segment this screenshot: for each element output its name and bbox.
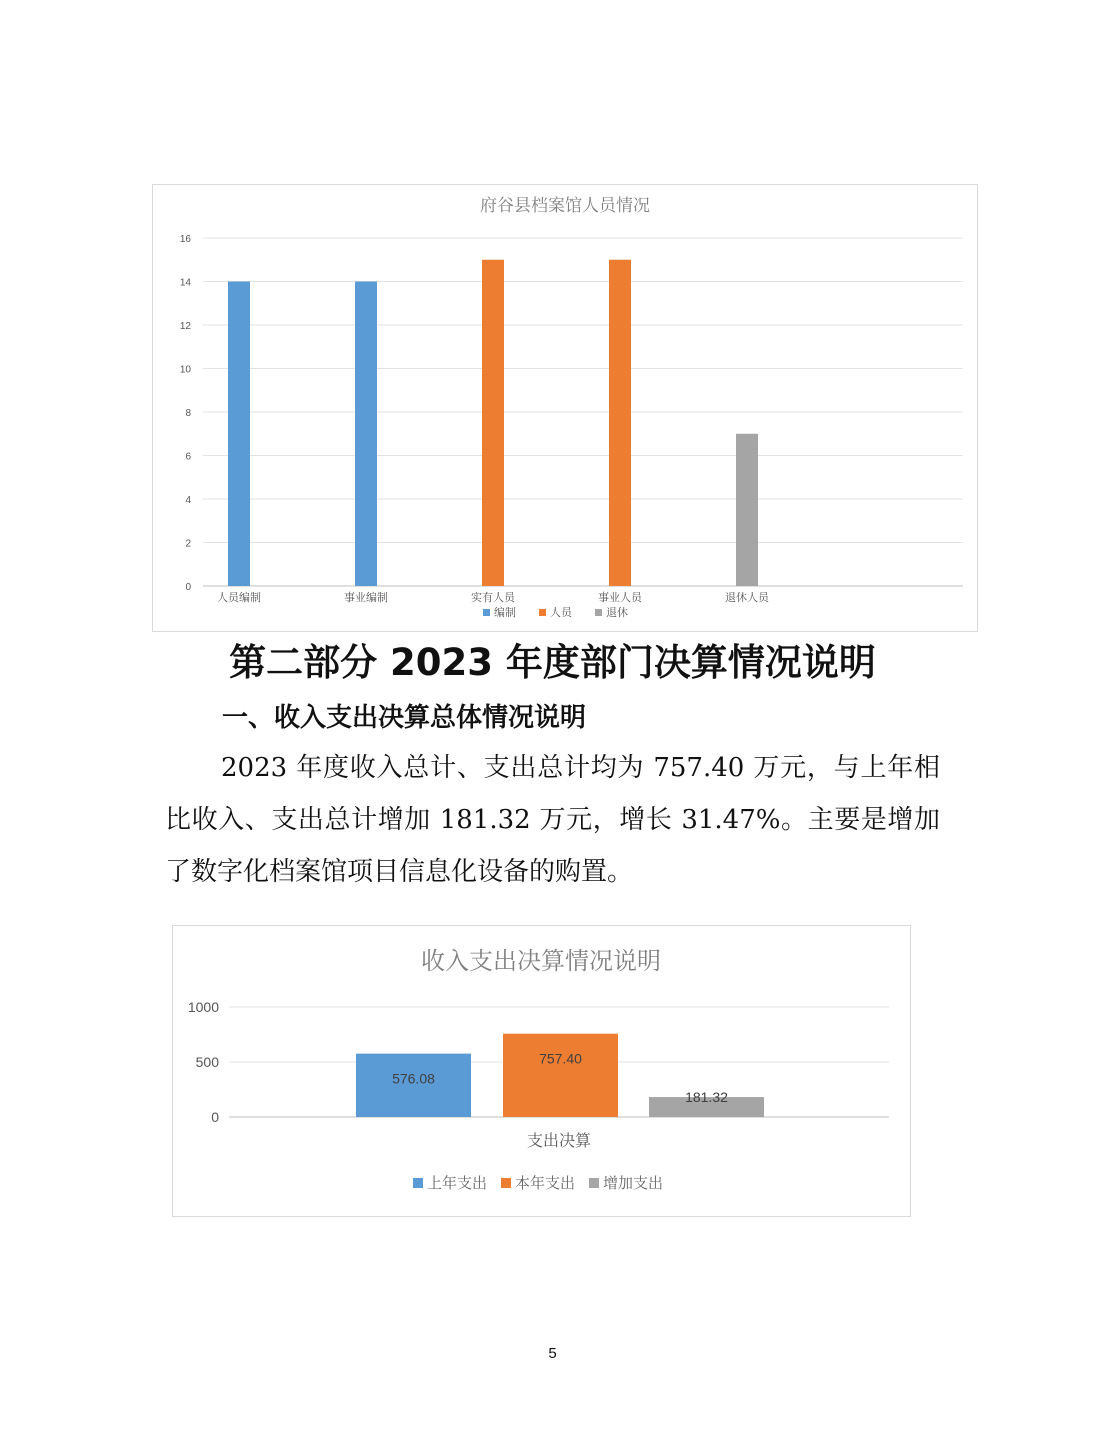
bar — [503, 1034, 618, 1117]
legend-swatch — [501, 1178, 511, 1188]
x-tick-label: 退休人员 — [725, 591, 769, 604]
y-tick-label: 500 — [195, 1054, 219, 1070]
bar — [355, 282, 377, 587]
y-tick-label: 4 — [185, 495, 191, 506]
y-tick-label: 0 — [185, 582, 191, 593]
chart-title: 收入支出决算情况说明 — [421, 947, 661, 975]
data-label: 576.08 — [392, 1070, 435, 1087]
data-label: 757.40 — [539, 1050, 582, 1067]
legend-label: 增加支出 — [603, 1174, 664, 1192]
paragraph-text: 2023 年度收入总计、支出总计均为 757.40 万元，与上年相比收入、支出总计增加 181.32 万元，增长 31.47%。主要是增加了数字化档案馆项目信息化设备的购置。 — [165, 753, 940, 887]
legend-swatch — [539, 609, 546, 616]
body-paragraph — [165, 742, 940, 898]
x-tick-label: 事业人员 — [598, 591, 642, 604]
budget-chart-svg — [173, 926, 910, 1216]
bar — [228, 282, 250, 587]
y-tick-label: 12 — [179, 321, 191, 332]
section-heading: 一、收入支出决算总体情况说明 — [222, 703, 587, 733]
x-tick-label: 实有人员 — [471, 591, 515, 604]
y-tick-label: 1000 — [187, 999, 219, 1015]
legend-swatch — [483, 609, 490, 616]
page-number: 5 — [548, 1345, 557, 1362]
y-tick-label: 6 — [185, 451, 191, 463]
x-tick-label: 人员编制 — [217, 591, 261, 604]
legend-label: 人员 — [550, 606, 572, 619]
legend-swatch — [589, 1178, 599, 1188]
staff-chart-svg — [153, 185, 977, 631]
y-tick-label: 2 — [185, 538, 191, 550]
staff-chart — [152, 184, 978, 632]
budget-chart — [172, 925, 911, 1217]
bar — [609, 260, 631, 586]
legend-label: 本年支出 — [515, 1174, 576, 1192]
legend-swatch — [413, 1178, 423, 1188]
x-tick-label: 支出决算 — [526, 1131, 592, 1150]
legend-label: 退休 — [606, 606, 628, 619]
bar — [736, 434, 758, 586]
legend-swatch — [595, 609, 602, 616]
y-tick-label: 8 — [185, 408, 191, 419]
y-tick-label: 10 — [179, 364, 191, 376]
data-label: 181.32 — [685, 1089, 728, 1106]
y-tick-label: 16 — [179, 234, 191, 245]
part-title: 第二部分 2023 年度部门决算情况说明 — [229, 641, 876, 684]
y-tick-label: 0 — [211, 1109, 219, 1125]
y-tick-label: 14 — [179, 277, 191, 289]
bar — [482, 260, 504, 586]
legend-label: 编制 — [494, 606, 516, 619]
chart-title: 府谷县档案馆人员情况 — [480, 196, 650, 216]
x-tick-label: 事业编制 — [344, 591, 388, 604]
legend-label: 上年支出 — [427, 1174, 488, 1192]
